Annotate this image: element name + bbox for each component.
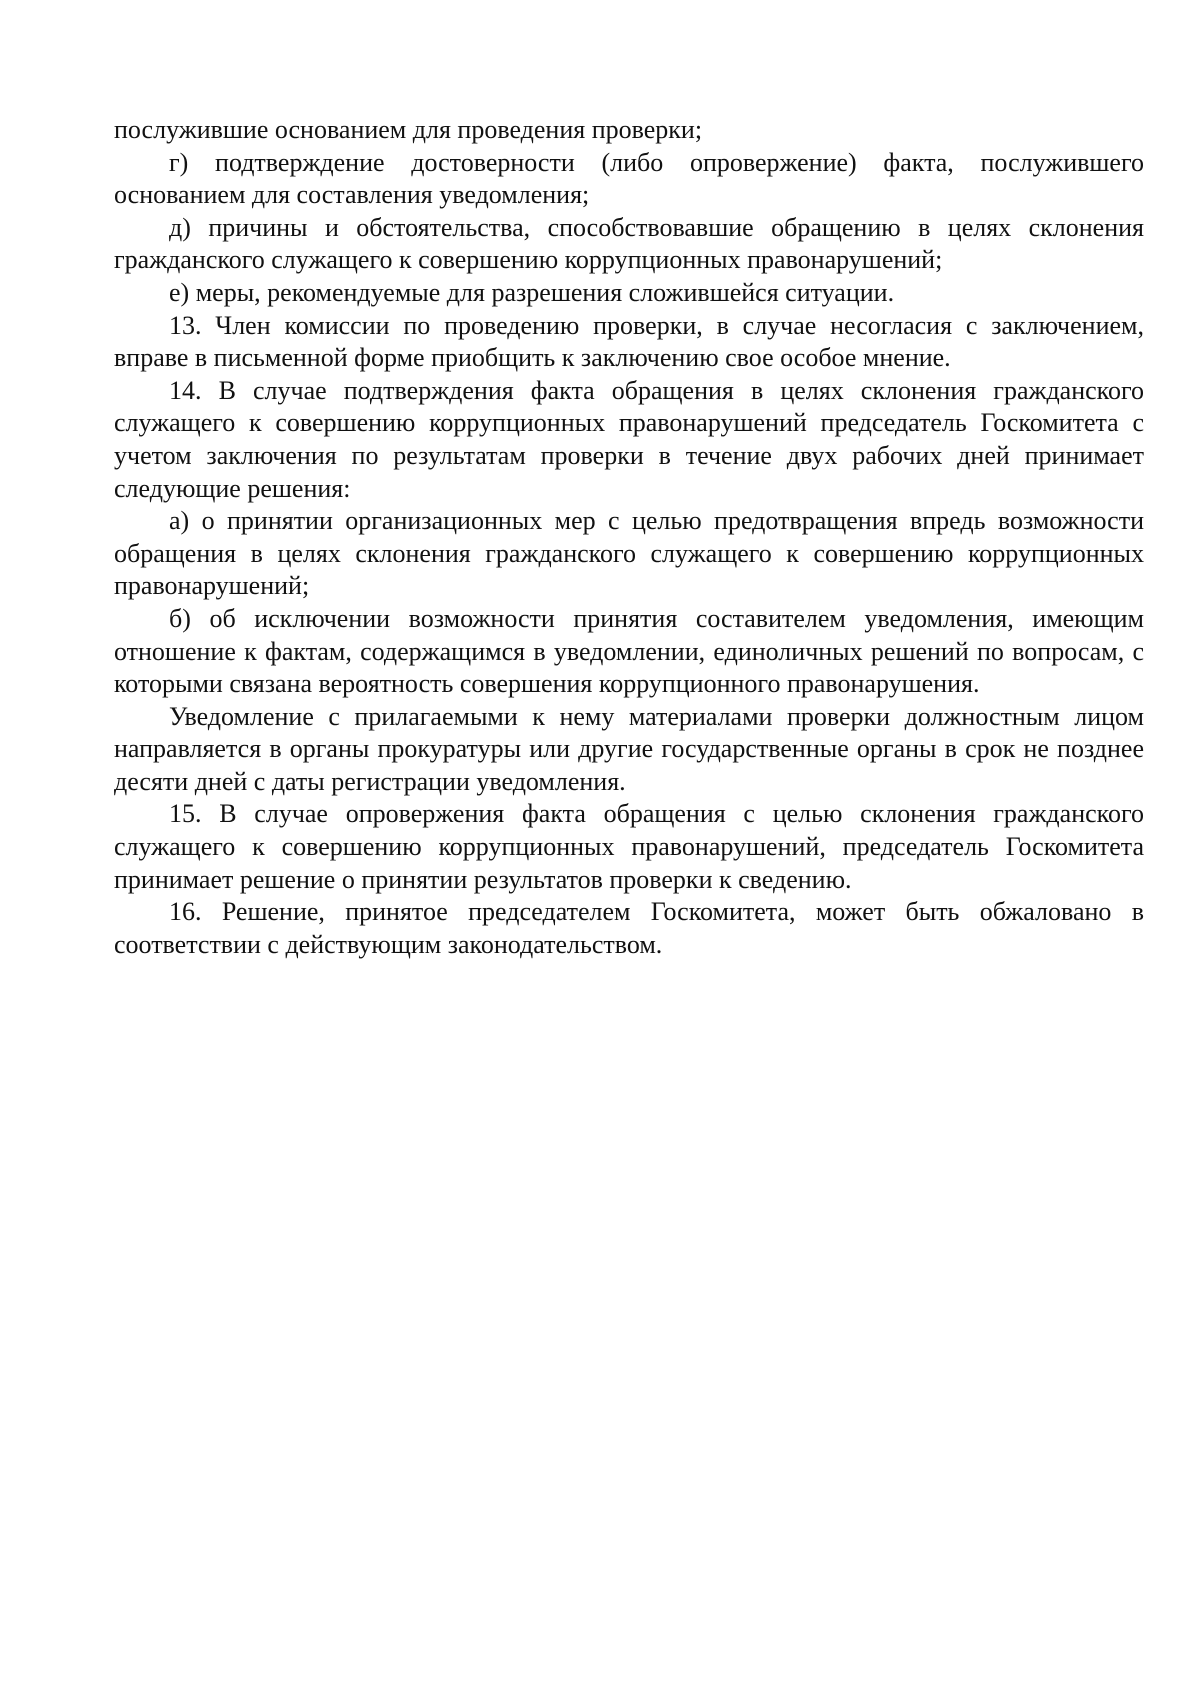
paragraph-item-g: г) подтверждение достоверности (либо опровержение) факта, послужившего основанием для составления уведомления;	[114, 147, 1144, 210]
paragraph-item-b: б) об исключении возможности принятия составителем уведомления, имеющим отношение к фактам, содержащимся в уведомлении, единоличных решений по вопросам, с которыми связана вероятность совершения коррупционного правонарушения.	[114, 603, 1144, 699]
paragraph-item-d: д) причины и обстоятельства, способствовавшие обращению в целях склонения гражданского служащего к совершению коррупционных правонарушений;	[114, 212, 1144, 275]
paragraph-notification: Уведомление с прилагаемыми к нему материалами проверки должностным лицом направляется в органы прокуратуры или другие государственные органы в срок не позднее десяти дней с даты регистрации уведомления.	[114, 701, 1144, 796]
document-body	[114, 114, 1144, 961]
paragraph-clause-14: 14. В случае подтверждения факта обращения в целях склонения гражданского служащего к совершению коррупционных правонарушений председатель Госкомитета с учетом заключения по результатам проверки в течение двух рабочих дней принимает следующие решения:	[114, 375, 1144, 503]
paragraph-continuation: послужившие основанием для проведения проверки;	[114, 115, 703, 144]
paragraph-item-a: а) о принятии организационных мер с целью предотвращения впредь возможности обращения в целях склонения гражданского служащего к совершению коррупционных правонарушений;	[114, 506, 1144, 601]
paragraph-clause-16: 16. Решение, принятое председателем Госкомитета, может быть обжаловано в соответствии с действующим законодательством.	[114, 897, 1144, 959]
paragraph-clause-13: 13. Член комиссии по проведению проверки, в случае несогласия с заключением, вправе в письменной форме приобщить к заключению свое особое мнение.	[114, 310, 1144, 373]
paragraph-clause-15: 15. В случае опровержения факта обращения с целью склонения гражданского служащего к совершению коррупционных правонарушений, председатель Госкомитета принимает решение о принятии результатов проверки к сведению.	[114, 799, 1144, 894]
paragraph-item-e: е) меры, рекомендуемые для разрешения сложившейся ситуации.	[169, 277, 895, 307]
